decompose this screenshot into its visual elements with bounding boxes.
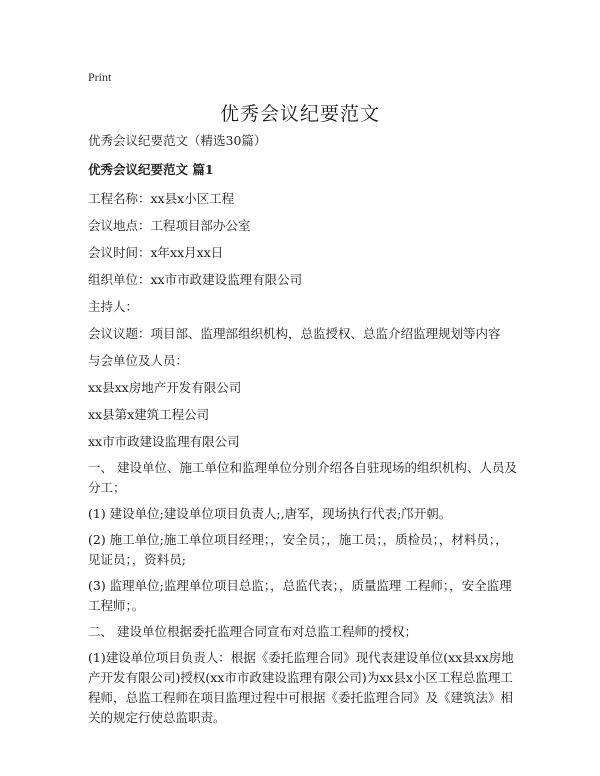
meeting-topic: 会议议题：项目部、监理部组织机构，总监授权、总监介绍监理规划等内容 — [88, 326, 501, 341]
attendees-heading: 与会单位及人员： — [88, 353, 189, 368]
attendee-unit: xx县第x建筑工程公司 — [88, 407, 210, 422]
print-label: Print — [88, 70, 112, 84]
construction-unit-line: (1) 建设单位;建设单位项目负责人;,唐军，现场执行代表;邝开朝。 — [88, 506, 452, 521]
section-heading: 优秀会议纪要范文 篇1 — [88, 162, 214, 177]
project-name: 工程名称：xx县x小区工程 — [88, 191, 235, 206]
attendee-unit: xx市市政建设监理有限公司 — [88, 434, 240, 449]
supervision-unit-line: (3) 监理单位;监理单位项目总监；，总监代表；，质量监理 工程师；，安全监理工程师；。 — [88, 578, 512, 613]
agenda-item-2: 二、 建设单位根据委托监理合同宣布对总监工程师的授权； — [88, 624, 417, 639]
document-title: 优秀会议纪要范文 — [219, 103, 380, 125]
authorization-paragraph: (1)建设单位项目负责人：根据《委托监理合同》现代表建设单位(xx县xx房地产开发有限公司)授权(xx市市政建设监理有限公司)为xx县x小区工程总监理工程师，总监工程师在项目监理过程中可根据《委托监理合同》及《建筑法》相关的规定行使总监职责。 — [88, 650, 514, 725]
meeting-location: 会议地点：工程项目部办公室 — [88, 218, 251, 233]
host: 主持人： — [88, 299, 139, 314]
agenda-item-1: 一、 建设单位、施工单位和监理单位分别介绍各自驻现场的组织机构、人员及 分工； — [88, 460, 517, 495]
document-body — [88, 130, 518, 734]
organizer: 组织单位：xx市市政建设监理有限公司 — [88, 272, 303, 287]
attendee-unit: xx县xx房地产开发有限公司 — [88, 380, 242, 395]
contractor-unit-line: (2) 施工单位;施工单位项目经理；，安全员；，施工员；，质检员；，材料员；，见证员；，资料员; — [88, 532, 508, 567]
document-subtitle: 优秀会议纪要范文（精选30篇） — [88, 133, 267, 148]
meeting-time: 会议时间：x年xx月xx日 — [88, 245, 224, 260]
